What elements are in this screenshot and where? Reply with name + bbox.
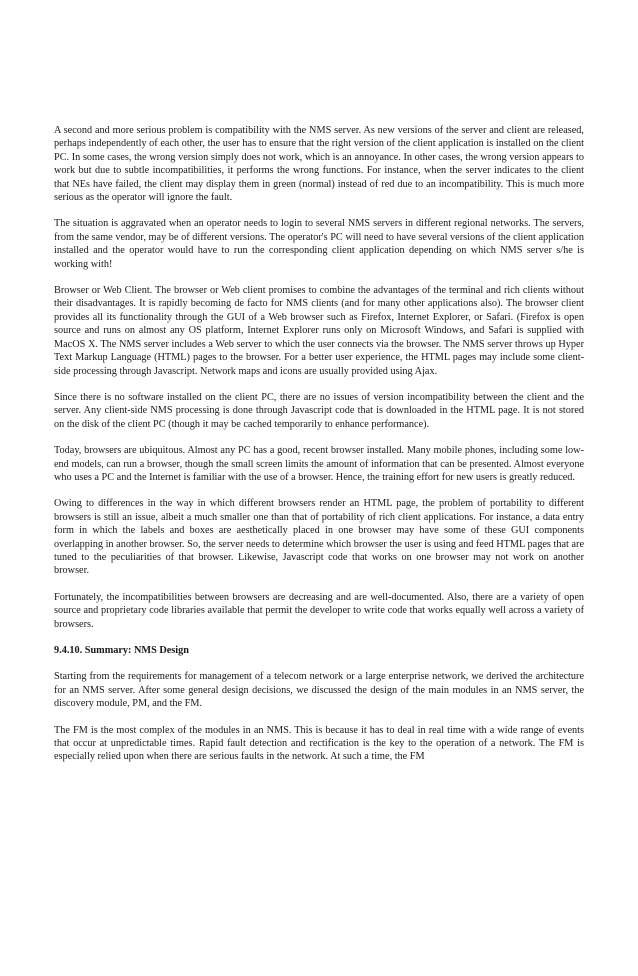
- paragraph-multiple-servers: The situation is aggravated when an operator needs to login to several NMS servers in different regional networks. The servers, from the same vendor, may be of different versions. The operator's PC will need to have several versions of the client application installed and the operator would have to run the corresponding client application depending on which NMS server s/he is working with!: [54, 218, 584, 270]
- paragraph-ubiquitous-browsers: Today, browsers are ubiquitous. Almost any PC has a good, recent browser installed. Many mobile phones, including some low-end models, can run a browser, though the small screen limits the amount of information that can be presented. Almost everyone who uses a PC and the Internet is familiar with the use of a browser. Hence, the training effort for new users is greatly reduced.: [54, 445, 584, 483]
- paragraph-browser-client: Browser or Web Client. The browser or Web client promises to combine the advantages of the terminal and rich clients without their disadvantages. It is rapidly becoming de facto for NMS clients (and for many other applications also). The browser client provides all its functionality through the GUI of a Web browser such as Firefox, Internet Explorer, or Safari. (Firefox is open source and runs on almost any OS platform, Internet Explorer runs only on Microsoft Windows, and Safari is supplied with MacOS X. The NMS server includes a Web server to which the user connects via the browser. The NMS server throws up Hyper Text Markup Language (HTML) pages to the browser. For a better user experience, the HTML pages may include some client-side processing through Javascript. Network maps and icons are usually provided using Ajax.: [54, 285, 584, 377]
- paragraph-summary-fm: The FM is the most complex of the modules in an NMS. This is because it has to deal in real time with a wide range of events that occur at unpredictable times. Rapid fault detection and rectification is the key to the operation of a network. The FM is especially relied upon when there are serious faults in the network. At such a time, the FM: [54, 724, 584, 763]
- section-heading: 9.4.10. Summary: NMS Design: [54, 645, 189, 656]
- paragraph-compatibility: A second and more serious problem is compatibility with the NMS server. As new versions of the server and client are released, perhaps independently of each other, the user has to ensure that the right version of the client application is installed on the client PC. In some cases, the wrong version simply does not work, which is an annoyance. In other cases, the wrong version appears to work but due to subtle incompatibilities, it performs the wrong functions. For instance, when the server indicates to the client that NEs have failed, the client may display them in green (normal) instead of red due to an incompatibility. This is much more serious as the operator will ignore the fault.: [54, 125, 584, 204]
- paragraph-code-libraries: Fortunately, the incompatibilities between browsers are decreasing and are well-documented. Also, there are a variety of open source and proprietary code libraries available that permit the developer to write code that works equally well across a variety of browsers.: [54, 591, 584, 630]
- paragraph-browser-differences: Owing to differences in the way in which different browsers render an HTML page, the problem of portability to different browsers is still an issue, albeit a much smaller one than that of portability of rich client applications. For instance, a data entry form in which the labels and boxes are aesthetically placed in one browser may have some of these GUI components overlapping in another browser. So, the server needs to determine which browser the user is using and feed HTML pages that are tuned to the peculiarities of that browser. Likewise, Javascript code that works on one browser may not work on another browser.: [54, 498, 584, 577]
- paragraph-no-software: Since there is no software installed on the client PC, there are no issues of version incompatibility between the client and the server. Any client-side NMS processing is done through Javascript code that is downloaded in the HTML page. It is not stored on the disk of the client PC (though it may be cached temporarily to enhance performance).: [54, 391, 584, 430]
- paragraph-summary-requirements: Starting from the requirements for management of a telecom network or a large enterprise network, we derived the architecture for an NMS server. After some general design decisions, we discussed the design of the main modules in an NMS server, the discovery module, PM, and the FM.: [54, 671, 584, 710]
- document-page: [54, 124, 584, 777]
